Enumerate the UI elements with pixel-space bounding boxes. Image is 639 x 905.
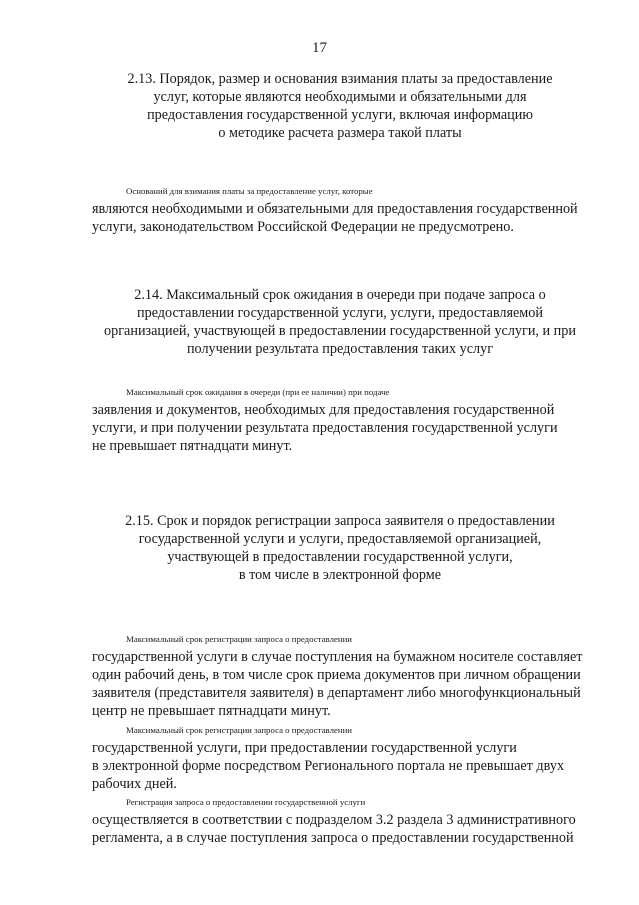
paragraph-line: заявления и документов, необходимых для предоставления государственной [92, 402, 555, 418]
heading-line: в том числе в электронной форме [238, 567, 442, 583]
paragraph-line: один рабочий день, в том числе срок приема документов при личном обращении [92, 667, 581, 683]
heading-line: предоставлении государственной услуги, услуги, предоставляемой [137, 305, 543, 321]
paragraph-line: осуществляется в соответствии с подразделом 3.2 раздела 3 административного [92, 812, 576, 828]
paragraph-line: являются необходимыми и обязательными для предоставления государственной [92, 201, 578, 217]
paragraph-line: услуги, законодательством Российской Федерации не предусмотрено. [92, 219, 514, 235]
paragraph-line: Максимальный срок ожидания в очереди (при ее наличии) при подаче [126, 387, 390, 397]
heading-line: предоставления государственной услуги, включая информацию [147, 107, 533, 123]
heading-line: получении результата предоставления таких услуг [186, 341, 494, 357]
heading-line: организацией, участвующей в предоставлении государственной услуги, и при [104, 323, 576, 339]
heading-2-14 [70, 286, 610, 358]
heading-line: 2.15. Срок и порядок регистрации запроса заявителя о предоставлении [125, 513, 555, 529]
heading-2-15 [70, 512, 610, 584]
paragraph-line: центр не превышает пятнадцати минут. [92, 703, 331, 719]
paragraph-line: Регистрация запроса о предоставлении государственной услуги [126, 797, 366, 807]
paragraph-line: услуги, и при получении результата предоставления государственной услуги [92, 420, 558, 436]
paragraph-line: Максимальный срок регистрации запроса о предоставлении [126, 634, 352, 644]
heading-line: 2.14. Максимальный срок ожидания в очереди при подаче запроса о [134, 287, 546, 303]
paragraph-line: государственной услуги в случае поступления на бумажном носителе составляет [92, 649, 583, 665]
heading-line: о методике расчета размера такой платы [218, 125, 462, 141]
page-number: 17 [312, 40, 327, 56]
paragraph-line: заявителя (представителя заявителя) в департамент либо многофункциональный [92, 685, 581, 701]
paragraph-2-15-b [92, 721, 612, 793]
heading-line: участвующей в предоставлении государственной услуги, [167, 549, 513, 565]
paragraph-line: регламента, а в случае поступления запроса о предоставлении государственной [92, 830, 574, 846]
heading-line: услуг, которые являются необходимыми и обязательными для [153, 89, 527, 105]
heading-line: 2.13. Порядок, размер и основания взимания платы за предоставление [127, 71, 553, 87]
paragraph-2-14 [92, 383, 612, 455]
paragraph-2-15-c [92, 793, 612, 847]
paragraph-line: Оснований для взимания платы за предоставление услуг, которые [126, 186, 373, 196]
heading-line: государственной услуги и услуги, предоставляемой организацией, [138, 531, 542, 547]
heading-2-13 [70, 70, 610, 142]
paragraph-2-15-a [92, 630, 612, 720]
paragraph-line: в электронной форме посредством Регионального портала не превышает двух [92, 758, 565, 774]
paragraph-line: не превышает пятнадцати минут. [92, 438, 293, 454]
paragraph-2-13 [92, 182, 612, 236]
paragraph-line: государственной услуги, при предоставлении государственной услуги [92, 740, 517, 756]
paragraph-line: рабочих дней. [92, 776, 177, 792]
paragraph-line: Максимальный срок регистрации запроса о предоставлении [126, 725, 352, 735]
